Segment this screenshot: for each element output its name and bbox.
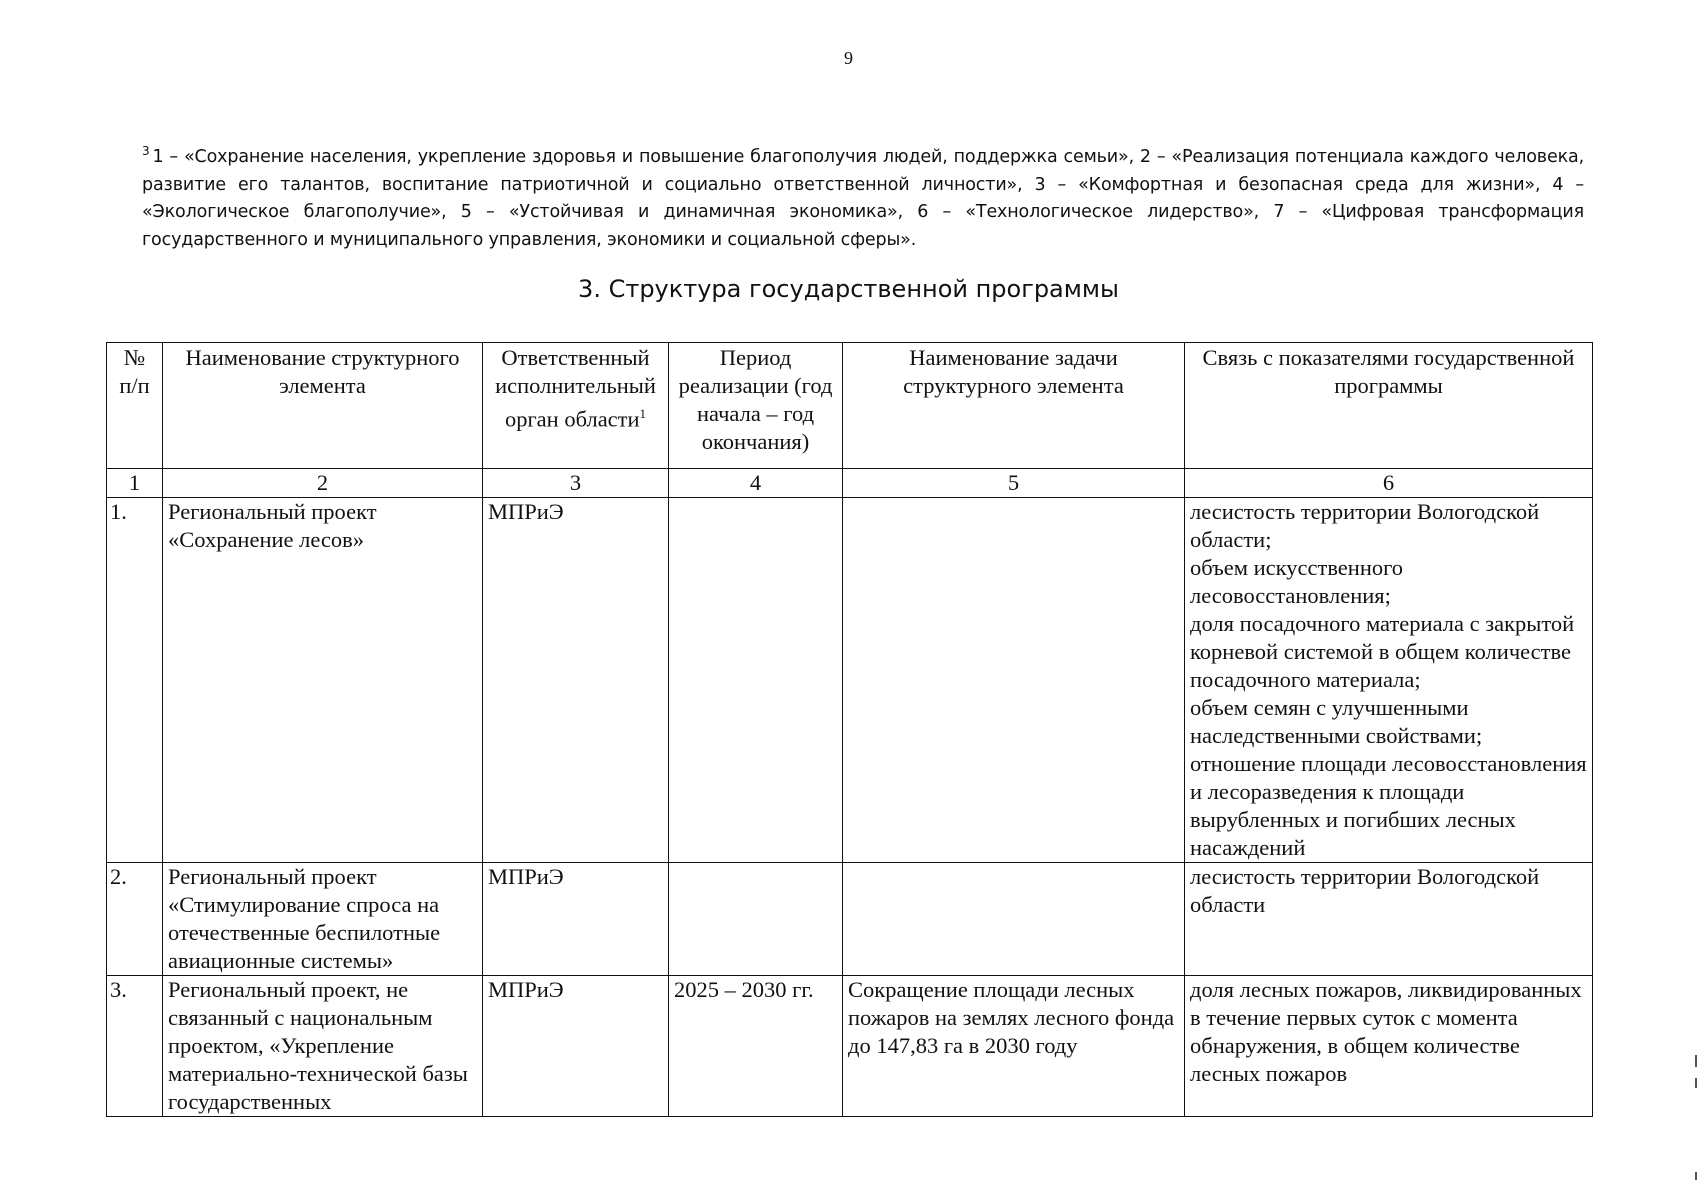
- row-task: Сокращение площади лесных пожаров на землях лесного фонда до 147,83 га в 2030 году: [843, 976, 1185, 1117]
- column-number: 1: [107, 469, 163, 498]
- header-number: № п/п: [107, 343, 163, 469]
- column-number: 4: [669, 469, 843, 498]
- header-task: Наименование задачи структурного элемента: [843, 343, 1185, 469]
- row-number: 1.: [107, 498, 163, 863]
- row-executor: МПРиЭ: [483, 976, 669, 1117]
- row-task: [843, 863, 1185, 976]
- row-period: [669, 863, 843, 976]
- footnote: [142, 138, 1584, 254]
- header-executor: [483, 343, 669, 469]
- column-number-row: [107, 469, 1593, 498]
- header-element-name: Наименование структурного элемента: [163, 343, 483, 469]
- indicator-item: объем семян с улучшенными наследственными свойствами;: [1190, 695, 1483, 748]
- section-title: 3. Структура государственной программы: [578, 275, 1119, 303]
- header-period: Период реализации (год начала – год окончания): [669, 343, 843, 469]
- table-row: [107, 863, 1593, 976]
- footnote-marker: 3: [142, 144, 150, 158]
- indicator-item: отношение площади лесовосстановления и лесоразведения к площади вырубленных и погибших лесных насаждений: [1190, 751, 1587, 860]
- header-indicators: Связь с показателями государственной программы: [1185, 343, 1593, 469]
- page-number: 9: [844, 48, 853, 68]
- column-number: 3: [483, 469, 669, 498]
- row-executor: МПРиЭ: [483, 498, 669, 863]
- indicator-item: лесистость территории Вологодской области: [1190, 864, 1540, 917]
- indicator-item: объем искусственного лесовосстановления;: [1190, 555, 1404, 608]
- indicator-item: доля посадочного материала с закрытой корневой системой в общем количестве посадочного материала;: [1190, 611, 1575, 692]
- row-element-name: Региональный проект, не связанный с национальным проектом, «Укрепление материально-технической базы государственных: [163, 976, 483, 1117]
- row-period: [669, 498, 843, 863]
- table-row: [107, 976, 1593, 1117]
- footnote-text: 1 – «Сохранение населения, укрепление здоровья и повышение благополучия людей, поддержка семьи», 2 – «Реализация потенциала каждого человека, развитие его талантов, воспитание патриотичной и социально ответственной личности», 3 – «Комфортная и безопасная среда для жизни», 4 – «Экологическое благополучие», 5 – «Устойчивая и динамичная экономика», 6 – «Технологическое лидерство», 7 – «Цифровая трансформация государственного и муниципального управления, экономики и социальной сферы».: [142, 147, 1584, 250]
- table-row: [107, 498, 1593, 863]
- row-number: 2.: [107, 863, 163, 976]
- row-number: 3.: [107, 976, 163, 1117]
- column-number: 6: [1185, 469, 1593, 498]
- header-executor-label: Ответственный исполнительный орган области: [495, 345, 656, 432]
- row-indicators: [1185, 976, 1593, 1117]
- row-indicators: [1185, 498, 1593, 863]
- row-indicators: [1185, 863, 1593, 976]
- row-period: 2025 – 2030 гг.: [669, 976, 843, 1117]
- column-number: 5: [843, 469, 1185, 498]
- row-executor: МПРиЭ: [483, 863, 669, 976]
- structure-table: [106, 342, 1593, 1117]
- column-number: 2: [163, 469, 483, 498]
- indicator-item: доля лесных пожаров, ликвидированных в течение первых суток с момента обнаружения, в общем количестве лесных пожаров: [1190, 977, 1582, 1086]
- row-element-name: Региональный проект «Сохранение лесов»: [163, 498, 483, 863]
- header-footnote-marker: 1: [639, 406, 647, 421]
- row-task: [843, 498, 1185, 863]
- table-header-row: [107, 343, 1593, 469]
- row-element-name: Региональный проект «Стимулирование спроса на отечественные беспилотные авиационные системы»: [163, 863, 483, 976]
- indicator-item: лесистость территории Вологодской области;: [1190, 499, 1540, 552]
